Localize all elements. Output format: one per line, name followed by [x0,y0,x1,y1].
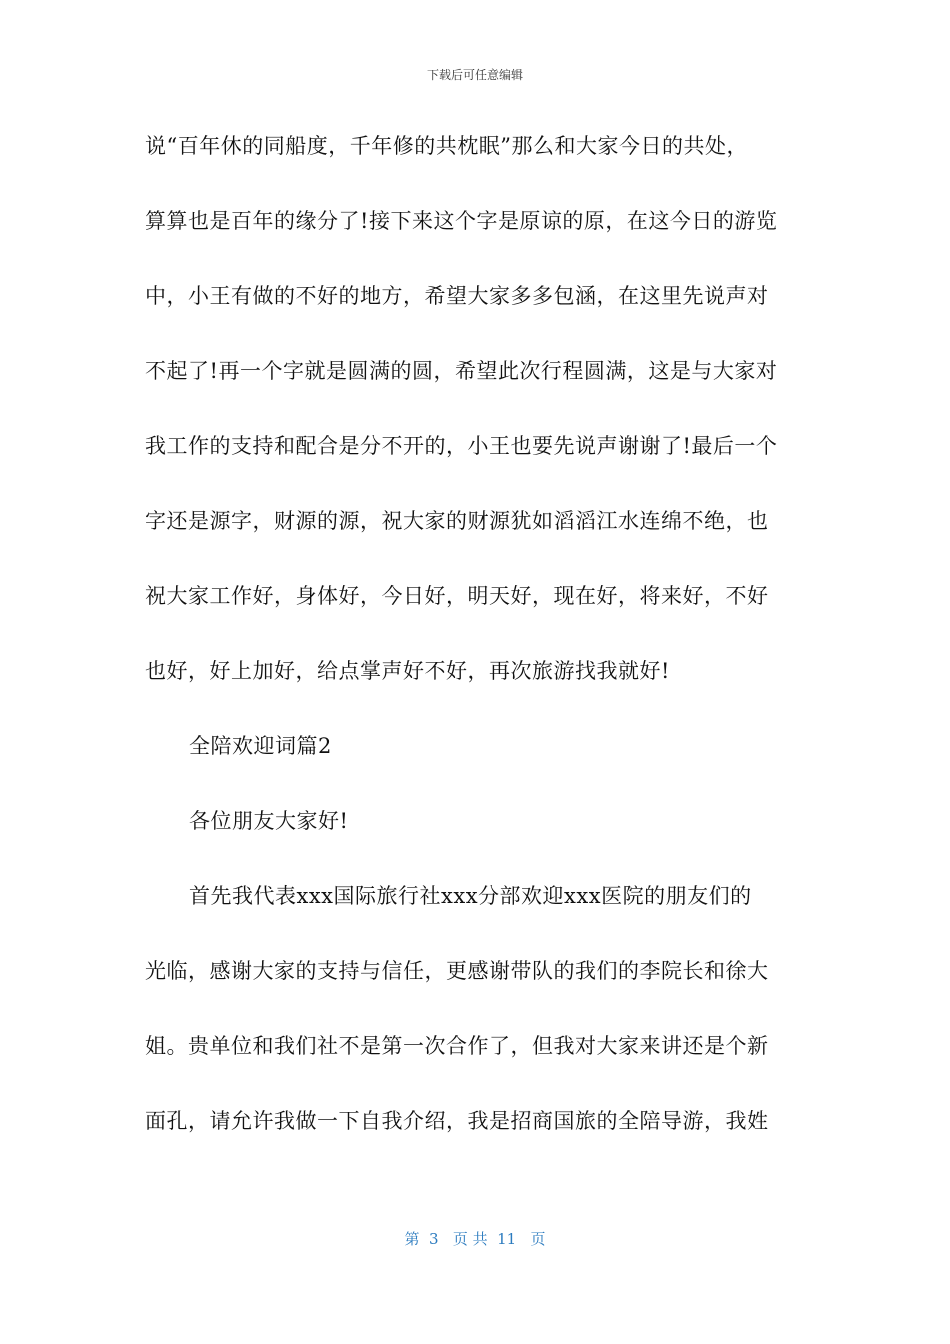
page-number-footer: 第 3 页 共 11 页 [404,1230,546,1248]
text-line: 姐。贵单位和我们社不是第一次合作了，但我对大家来讲还是个新 [145,1034,769,1058]
greeting-line: 各位朋友大家好! [189,809,349,833]
section-heading: 全陪欢迎词篇2 [189,734,332,758]
text-line: 中，小王有做的不好的地方，希望大家多多包涵，在这里先说声对 [145,284,769,308]
text-line: 光临，感谢大家的支持与信任，更感谢带队的我们的李院长和徐大 [145,959,769,983]
text-line: 面孔，请允许我做一下自我介绍，我是招商国旅的全陪导游，我姓 [145,1109,769,1133]
text-line: 不起了!再一个字就是圆满的圆，希望此次行程圆满，这是与大家对 [145,359,778,383]
text-line: 首先我代表xxx国际旅行社xxx分部欢迎xxx医院的朋友们的 [189,884,752,908]
text-line: 我工作的支持和配合是分不开的，小王也要先说声谢谢了!最后一个 [145,434,778,458]
page-header: 下载后可任意编辑 [426,68,523,82]
document-body [145,122,825,1172]
text-line: 说“百年休的同船度，千年修的共枕眠”那么和大家今日的共处， [145,134,748,158]
text-line: 算算也是百年的缘分了!接下来这个字是原谅的原，在这今日的游览 [145,209,778,233]
text-line: 祝大家工作好，身体好，今日好，明天好，现在好，将来好，不好 [145,584,769,608]
text-line: 也好，好上加好，给点掌声好不好，再次旅游找我就好! [145,659,670,683]
text-line: 字还是源字，财源的源，祝大家的财源犹如滔滔江水连绵不绝，也 [145,509,769,533]
